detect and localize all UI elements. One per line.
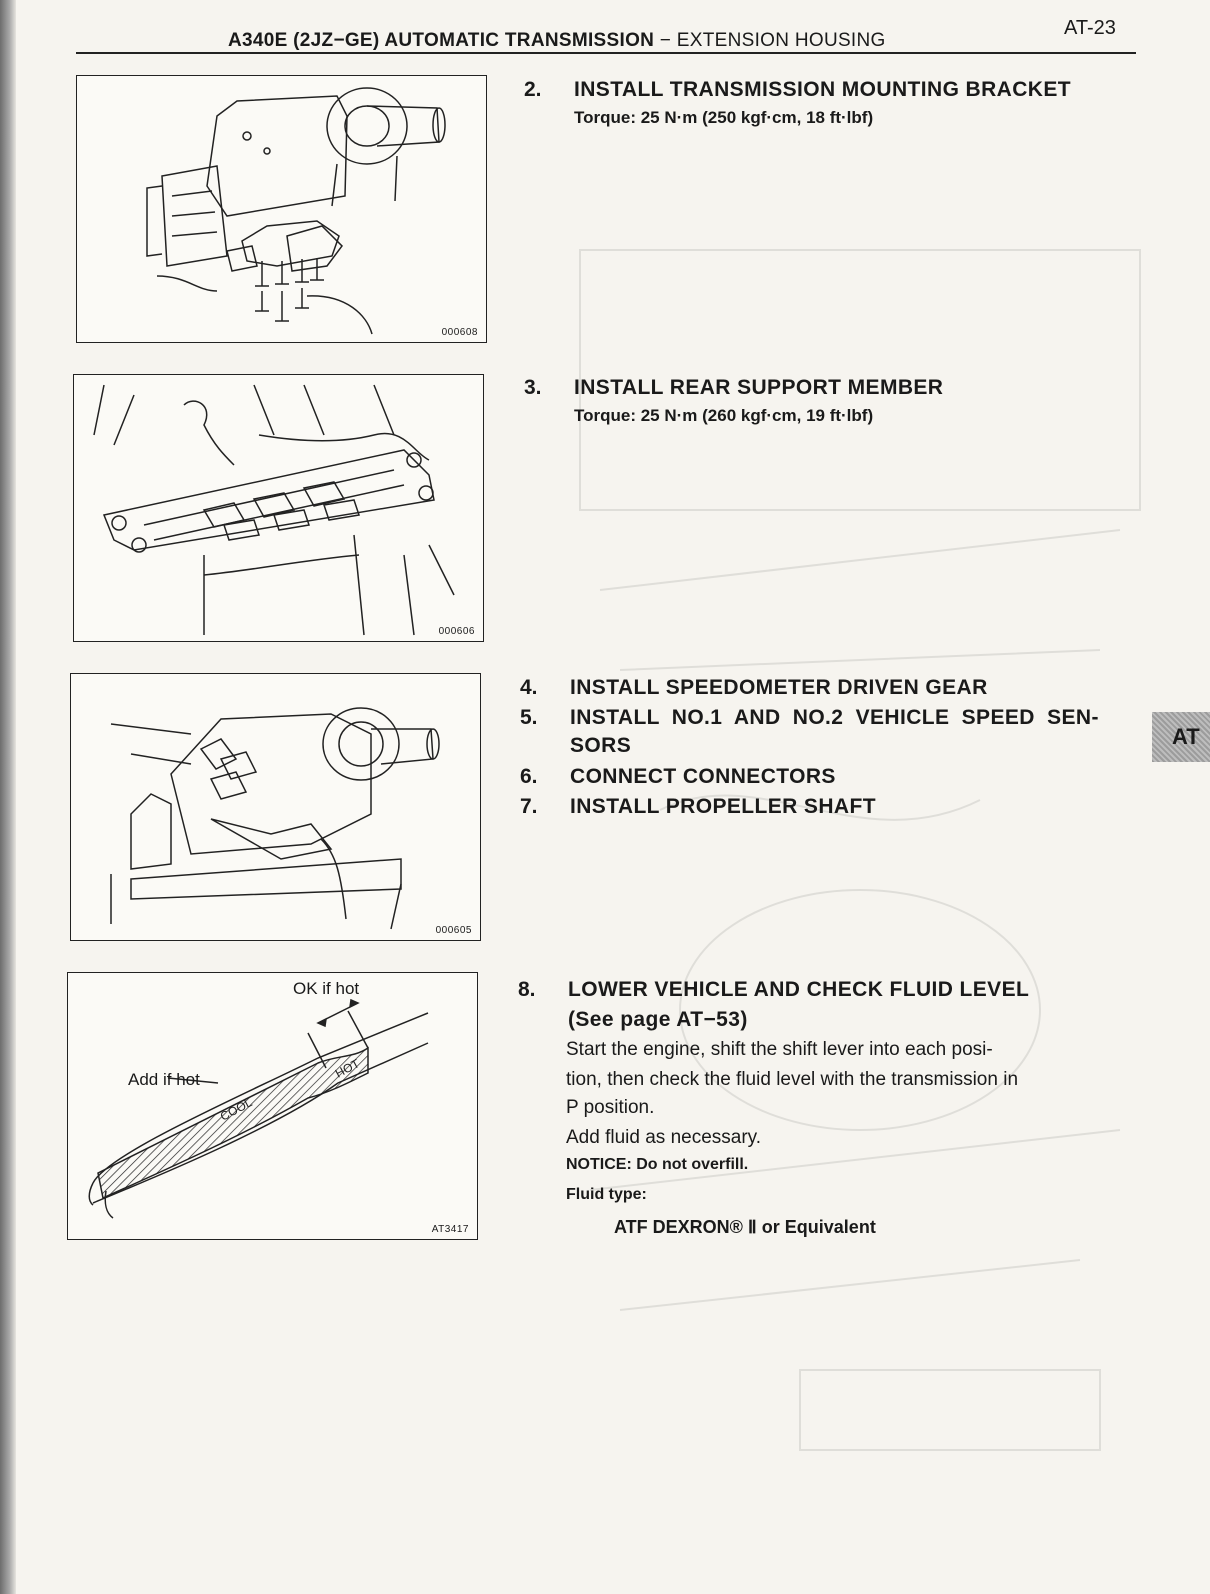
rear-support-member-illustration: [74, 375, 482, 640]
step-8-text-line: Start the engine, shift the shift lever into each posi-: [566, 1039, 993, 1060]
step-3-torque: Torque: 25 N·m (260 kgf·cm, 19 ft·lbf): [574, 406, 874, 425]
figure-dipstick: [67, 972, 478, 1240]
header-rule: [76, 52, 1136, 54]
step-title: INSTALL SPEEDOMETER DRIVEN GEAR: [570, 676, 988, 699]
step-2-torque: Torque: 25 N·m (250 kgf·cm, 18 ft·lbf): [574, 108, 874, 127]
step-number: 5.: [520, 706, 538, 729]
figure-code: 000605: [435, 925, 472, 936]
figure-code: 000606: [438, 626, 475, 637]
page-binding-shadow: [0, 0, 16, 1594]
figure-mounting-bracket: [76, 75, 487, 343]
mounting-bracket-illustration: [77, 76, 485, 341]
step-number: 7.: [520, 795, 538, 818]
step-8-text-line: P position.: [566, 1097, 655, 1118]
step-title-continued: SORS: [570, 734, 632, 757]
header-separator: −: [659, 30, 672, 51]
step-number: 6.: [520, 765, 538, 788]
step-title: INSTALL TRANSMISSION MOUNTING BRACKET: [574, 78, 1072, 101]
step-title: CONNECT CONNECTORS: [570, 765, 836, 788]
ok-if-hot-label: OK if hot: [293, 979, 360, 998]
section-tab-at: AT: [1152, 712, 1210, 762]
step-title: LOWER VEHICLE AND CHECK FLUID LEVEL: [568, 978, 1030, 1001]
figure-rear-support-member: [73, 374, 484, 642]
step-number: 8.: [518, 978, 536, 1001]
page-number: AT-23: [1064, 17, 1116, 39]
figure-code: 000608: [441, 327, 478, 338]
cool-mark-label: COOL: [217, 1095, 255, 1124]
step-number: 2.: [524, 78, 542, 101]
add-if-hot-label: Add if hot: [128, 1070, 200, 1089]
step-number: 4.: [520, 676, 538, 699]
step-8-text-line: tion, then check the fluid level with the transmission in: [566, 1069, 1019, 1090]
page-reference: (See page AT−53): [568, 1008, 748, 1031]
speedometer-gear-illustration: [71, 674, 479, 939]
step-8-text-line: Add fluid as necessary.: [566, 1127, 762, 1148]
notice-text: NOTICE: Do not overfill.: [566, 1156, 749, 1173]
fluid-type-value: ATF DEXRON® Ⅱ or Equivalent: [614, 1217, 876, 1237]
header-section: EXTENSION HOUSING: [676, 30, 886, 51]
step-title: INSTALL PROPELLER SHAFT: [570, 795, 876, 818]
step-number: 3.: [524, 376, 542, 399]
fluid-type-label: Fluid type:: [566, 1186, 647, 1203]
hot-mark-label: HOT: [332, 1056, 362, 1081]
step-title: INSTALL NO.1 AND NO.2 VEHICLE SPEED SEN-: [570, 706, 1099, 729]
header-model: A340E (2JZ−GE) AUTOMATIC TRANSMISSION: [228, 30, 655, 51]
figure-code: AT3417: [431, 1224, 469, 1235]
dipstick-illustration: [68, 973, 476, 1238]
step-title: INSTALL REAR SUPPORT MEMBER: [574, 376, 944, 399]
figure-speedometer-gear: [70, 673, 481, 941]
header-title: [228, 30, 886, 52]
